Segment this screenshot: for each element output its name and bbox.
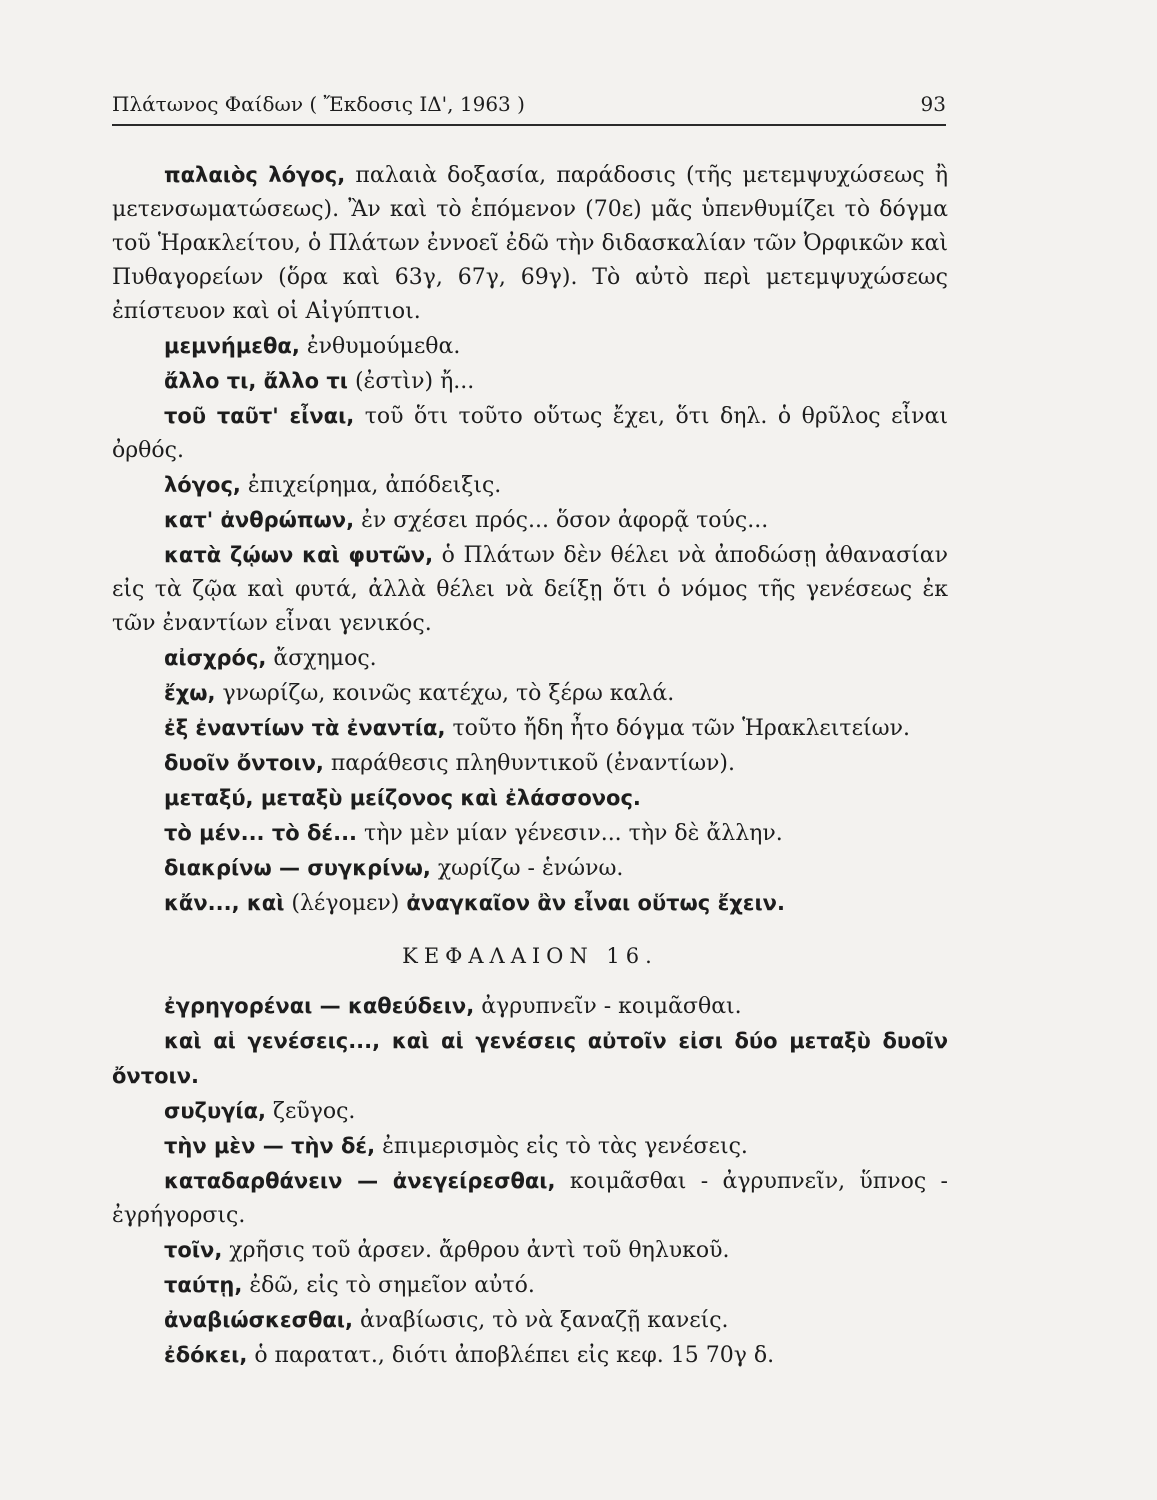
entry-text: ἄσχημος. <box>266 646 377 671</box>
entry-text: κοιμᾶσθαι - ἀγρυπνεῖν, ὕπνος - ἐγρήγορσις. <box>112 1169 948 1228</box>
entry-text: χωρίζω - ἑνώνω. <box>430 856 624 881</box>
entry-term: δυοῖν ὄντοιν, <box>164 751 324 775</box>
entry-egregorenai <box>112 989 948 1024</box>
entry-text: ὁ Πλάτων δὲν θέλει νὰ ἀποδώσῃ ἀθανασίαν εἰς τὰ ζῷα καὶ φυτά, ἀλλὰ θέλει νὰ δείξῃ ὅτι ὁ νόμος τῆς γενέσεως ἐκ τῶν ἐναντίων εἶναι γενικός. <box>112 543 949 636</box>
page-number: 93 <box>920 92 946 116</box>
entry-text: γνωρίζω, κοινῶς κατέχω, τὸ ξέρω καλά. <box>215 681 675 706</box>
header-title: Πλάτωνος Φαίδων ( Ἔκδοσις ΙΔ', 1963 ) <box>112 92 525 116</box>
entry-term: τὸ μέν... τὸ δέ... <box>164 821 358 845</box>
entry-ten-men-ten-de <box>112 1129 948 1164</box>
entry-to-men-to-de <box>112 816 948 851</box>
entry-term: ἀναβιώσκεσθαι, <box>164 1308 353 1332</box>
entry-text: χρῆσις τοῦ ἀρσεν. ἄρθρου ἀντὶ τοῦ θηλυκοῦ. <box>222 1238 730 1263</box>
entry-term: ταύτῃ, <box>164 1273 243 1297</box>
entry-text: ἐπιχείρημα, ἀπόδειξις. <box>240 473 502 498</box>
entry-metaxy <box>112 781 948 816</box>
entry-kai-ai-geneseis <box>112 1024 948 1094</box>
entry-term: τοῖν, <box>164 1238 223 1262</box>
entry-text: ὁ παρατατ., διότι ἀποβλέπει εἰς κεφ. 15 70γ δ. <box>247 1343 775 1368</box>
entry-term: κατὰ ζῴων καὶ φυτῶν, <box>164 543 434 567</box>
entry-term: κατ' ἀνθρώπων, <box>164 508 355 532</box>
running-header <box>112 90 946 126</box>
entry-text: ἀναβίωσις, τὸ νὰ ξαναζῇ κανείς. <box>352 1308 729 1333</box>
entry-term: ἀναγκαῖον ἂν εἶναι οὕτως ἔχειν. <box>406 891 785 915</box>
entry-term: τοῦ ταῦτ' εἶναι, <box>164 404 355 428</box>
entry-term: ἔχω, <box>164 681 216 705</box>
chapter-heading: ΚΕΦΑΛΑΙΟΝ 16. <box>402 944 658 968</box>
entry-text: ἀγρυπνεῖν - κοιμᾶσθαι. <box>474 994 742 1019</box>
entry-aischros <box>112 641 948 676</box>
entry-text: (ἐστὶν) ἤ... <box>347 369 475 394</box>
entry-text: ἐνθυμούμεθα. <box>299 334 461 359</box>
entry-allo-ti <box>112 364 948 399</box>
entry-logos <box>112 468 948 503</box>
entry-term: καταδαρθάνειν — ἀνεγείρεσθαι, <box>164 1169 556 1193</box>
commentary-body <box>112 158 948 1373</box>
entry-text: ἐδῶ, εἰς τὸ σημεῖον αὐτό. <box>242 1273 535 1298</box>
entry-term: συζυγία, <box>164 1099 267 1123</box>
entry-term: μεταξύ, μεταξὺ μείζονος καὶ ἐλάσσονος. <box>164 786 641 810</box>
entry-ex-enantion <box>112 711 948 746</box>
entry-syzygia <box>112 1094 948 1129</box>
entry-dyoin-ontoin <box>112 746 948 781</box>
entry-palaios-logos <box>112 158 948 329</box>
entry-kan <box>112 886 948 921</box>
entry-term: λόγος, <box>164 473 241 497</box>
entry-term: μεμνήμεθα, <box>164 334 300 358</box>
entry-term: καὶ αἱ γενέσεις..., καὶ αἱ γενέσεις αὐτοῖν εἰσι δύο μεταξὺ δυοῖν ὄντοιν. <box>112 1029 948 1088</box>
entry-term: παλαιὸς λόγος, <box>164 163 346 187</box>
entry-text: ἐπιμερισμὸς εἰς τὸ τὰς γενέσεις. <box>375 1134 748 1159</box>
entry-term: τὴν μὲν — τὴν δέ, <box>164 1134 376 1158</box>
entry-memnemetha <box>112 329 948 364</box>
entry-diakrino <box>112 851 948 886</box>
entry-text: ζεῦγος. <box>266 1099 356 1124</box>
entry-text: παράθεσις πληθυντικοῦ (ἐναντίων). <box>323 751 735 776</box>
entry-term: ἐξ ἐναντίων τὰ ἐναντία, <box>164 716 446 740</box>
entry-term: ἐδόκει, <box>164 1343 248 1367</box>
entry-echo <box>112 676 948 711</box>
entry-text: παλαιὰ δοξασία, παράδοσις (τῆς μετεμψυχώσεως ἢ μετενσωματώσεως). Ἂν καὶ τὸ ἑπόμενον (70ε) μᾶς ὑπενθυμίζει τὸ δόγμα τοῦ Ἡρακλείτου, ὁ Πλάτων ἐννοεῖ ἐδῶ τὴν διδασκαλίαν τῶν Ὀρφικῶν καὶ Πυθαγορείων (ὅρα καὶ 63γ, 67γ, 69γ). Τὸ αὐτὸ περὶ μετεμψυχώσεως ἐπίστευον καὶ οἱ Αἰγύπτιοι. <box>112 163 948 324</box>
entry-toin <box>112 1233 948 1268</box>
entry-term: κἄν..., καὶ <box>164 891 285 915</box>
entry-text: τοῦτο ἤδη ἦτο δόγμα τῶν Ἡρακλειτείων. <box>445 716 910 741</box>
entry-text: ἐν σχέσει πρός... ὅσον ἀφορᾷ τούς... <box>354 508 769 533</box>
entry-kat-anthropon <box>112 503 948 538</box>
entry-text: (λέγομεν) <box>284 891 407 916</box>
entry-taute <box>112 1268 948 1303</box>
entry-tou-taut-einai <box>112 399 948 468</box>
entry-katadarthanein <box>112 1164 948 1233</box>
entry-anabioskesthai <box>112 1303 948 1338</box>
entry-term: ἄλλο τι, ἄλλο τι <box>164 369 348 393</box>
entry-text: τὴν μὲν μίαν γένεσιν... τὴν δὲ ἄλλην. <box>357 821 783 846</box>
entry-term: ἐγρηγορέναι — καθεύδειν, <box>164 994 475 1018</box>
entry-term: διακρίνω — συγκρίνω, <box>164 856 431 880</box>
entry-term: αἰσχρός, <box>164 646 267 670</box>
entry-edokei <box>112 1338 948 1373</box>
entry-kata-zoon <box>112 538 948 641</box>
entry-text: τοῦ ὅτι τοῦτο οὕτως ἔχει, ὅτι δηλ. ὁ θρῦλος εἶναι ὀρθός. <box>112 404 949 463</box>
